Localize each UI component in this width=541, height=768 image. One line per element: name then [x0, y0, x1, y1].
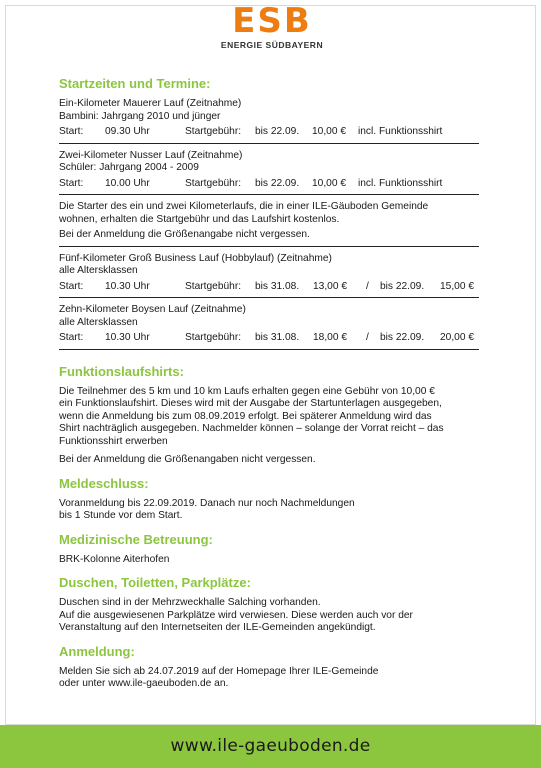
anmeldung-line: oder unter www.ile-gaeuboden.de an. — [59, 678, 229, 689]
race-subtitle: Schüler: Jahrgang 2004 - 2009 — [59, 162, 199, 173]
duschen-line: Auf die ausgewiesenen Parkplätze wird verwiesen. Diese werden auch vor der — [59, 609, 413, 621]
medizin-line: BRK-Kolonne Aiterhofen — [59, 553, 170, 565]
race-start-row — [59, 126, 479, 139]
duschen-section — [59, 575, 479, 635]
deadline: bis 22.09. — [255, 126, 300, 137]
price-late: 20,00 € — [440, 332, 474, 343]
duschen-line: Veranstaltung auf den Internetseiten der ILE-Gemeinden angekündigt. — [59, 622, 376, 633]
start-time: 10.30 Uhr — [105, 332, 150, 343]
shirts-text-line: Die Teilnehmer des 5 km und 10 km Laufs erhalten gegen eine Gebühr von 10,00 € — [59, 385, 435, 397]
start-label: Start: — [59, 177, 84, 189]
meldeschluss-heading: Meldeschluss: — [59, 475, 149, 491]
race-block-1km — [59, 98, 479, 144]
esb-logo — [213, 3, 331, 53]
meldeschluss-line: bis 1 Stunde vor dem Start. — [59, 510, 183, 521]
race-block-5km — [59, 253, 479, 299]
race-block-10km — [59, 304, 479, 350]
price: 10,00 € — [312, 126, 346, 137]
price: 13,00 € — [313, 280, 347, 292]
note-line: Bei der Anmeldung die Größenangabe nicht vergessen. — [59, 229, 310, 240]
startzeiten-heading: Startzeiten und Termine: — [59, 76, 211, 91]
logo-letters: ESB — [232, 1, 312, 41]
document-content — [59, 76, 479, 700]
race-subtitle: alle Altersklassen — [59, 265, 138, 276]
medizin-heading: Medizinische Betreuung: — [59, 531, 213, 547]
footer-bar — [0, 725, 541, 768]
shirts-text-line: wenn die Anmeldung bis zum 08.09.2019 erfolgt. Bei späterer Anmeldung wird das — [59, 410, 432, 422]
price: 10,00 € — [312, 177, 346, 189]
start-time: 09.30 Uhr — [105, 126, 150, 137]
free-entry-note — [59, 201, 479, 247]
meldeschluss-line: Voranmeldung bis 22.09.2019. Danach nur noch Nachmeldungen — [59, 497, 355, 509]
race-start-row — [59, 332, 479, 345]
race-start-row — [59, 178, 479, 191]
fee-label: Startgebühr: — [185, 332, 242, 343]
fee-label: Startgebühr: — [185, 280, 242, 292]
deadline: bis 31.08. — [255, 280, 300, 292]
duschen-heading: Duschen, Toiletten, Parkplätze: — [59, 575, 251, 590]
start-label: Start: — [59, 126, 84, 137]
shirts-text-line: Shirt nachträglich ausgegeben. Nachmelder können – solange der Vorrat reicht – das — [59, 423, 444, 434]
race-title: Ein-Kilometer Mauerer Lauf (Zeitnahme) — [59, 98, 242, 109]
duschen-line: Duschen sind in der Mehrzweckhalle Salching vorhanden. — [59, 597, 321, 608]
deadline: bis 31.08. — [255, 332, 300, 343]
start-label: Start: — [59, 280, 84, 292]
shirts-section — [59, 364, 479, 467]
anmeldung-section — [59, 644, 479, 691]
price-separator: / — [366, 280, 369, 292]
start-label: Start: — [59, 332, 84, 343]
logo-subtitle: ENERGIE SÜDBAYERN — [220, 40, 324, 50]
anmeldung-heading: Anmeldung: — [59, 643, 135, 659]
race-title: Zwei-Kilometer Nusser Lauf (Zeitnahme) — [59, 149, 243, 161]
note-line: Die Starter des ein und zwei Kilometerlaufs, die in einer ILE-Gäuboden Gemeinde — [59, 201, 429, 212]
note-line: wohnen, erhalten die Startgebühr und das Laufshirt kostenlos. — [59, 213, 340, 225]
race-subtitle: Bambini: Jahrgang 2010 und jünger — [59, 110, 221, 122]
price-extra: incl. Funktionsshirt — [358, 177, 443, 189]
race-block-2km — [59, 150, 479, 196]
price: 18,00 € — [313, 332, 347, 343]
start-time: 10.30 Uhr — [105, 280, 150, 292]
shirts-text-line: ein Funktionslaufshirt. Dieses wird mit der Ausgabe der Startunterlagen ausgegeben, — [59, 398, 442, 409]
race-title: Fünf-Kilometer Groß Business Lauf (Hobbylauf) (Zeitnahme) — [59, 252, 332, 264]
shirts-text-line: Funktionsshirt erwerben — [59, 435, 168, 447]
race-subtitle: alle Altersklassen — [59, 316, 138, 328]
meldeschluss-section — [59, 476, 479, 523]
deadline-late: bis 22.09. — [380, 280, 425, 292]
price-extra: incl. Funktionsshirt — [358, 126, 443, 137]
start-time: 10.00 Uhr — [105, 177, 150, 189]
deadline: bis 22.09. — [255, 177, 300, 189]
race-start-row — [59, 281, 479, 294]
deadline-late: bis 22.09. — [380, 332, 425, 343]
footer-url: www.ile-gaeuboden.de — [170, 736, 371, 756]
price-late: 15,00 € — [440, 280, 474, 292]
medizin-section — [59, 532, 479, 567]
shirts-size-note: Bei der Anmeldung die Größenangaben nicht vergessen. — [59, 454, 316, 465]
shirts-heading: Funktionslaufshirts: — [59, 363, 184, 379]
race-title: Zehn-Kilometer Boysen Lauf (Zeitnahme) — [59, 304, 246, 315]
price-separator: / — [366, 332, 369, 343]
fee-label: Startgebühr: — [185, 177, 242, 189]
anmeldung-line: Melden Sie sich ab 24.07.2019 auf der Homepage Ihrer ILE-Gemeinde — [59, 665, 379, 677]
fee-label: Startgebühr: — [185, 126, 242, 137]
